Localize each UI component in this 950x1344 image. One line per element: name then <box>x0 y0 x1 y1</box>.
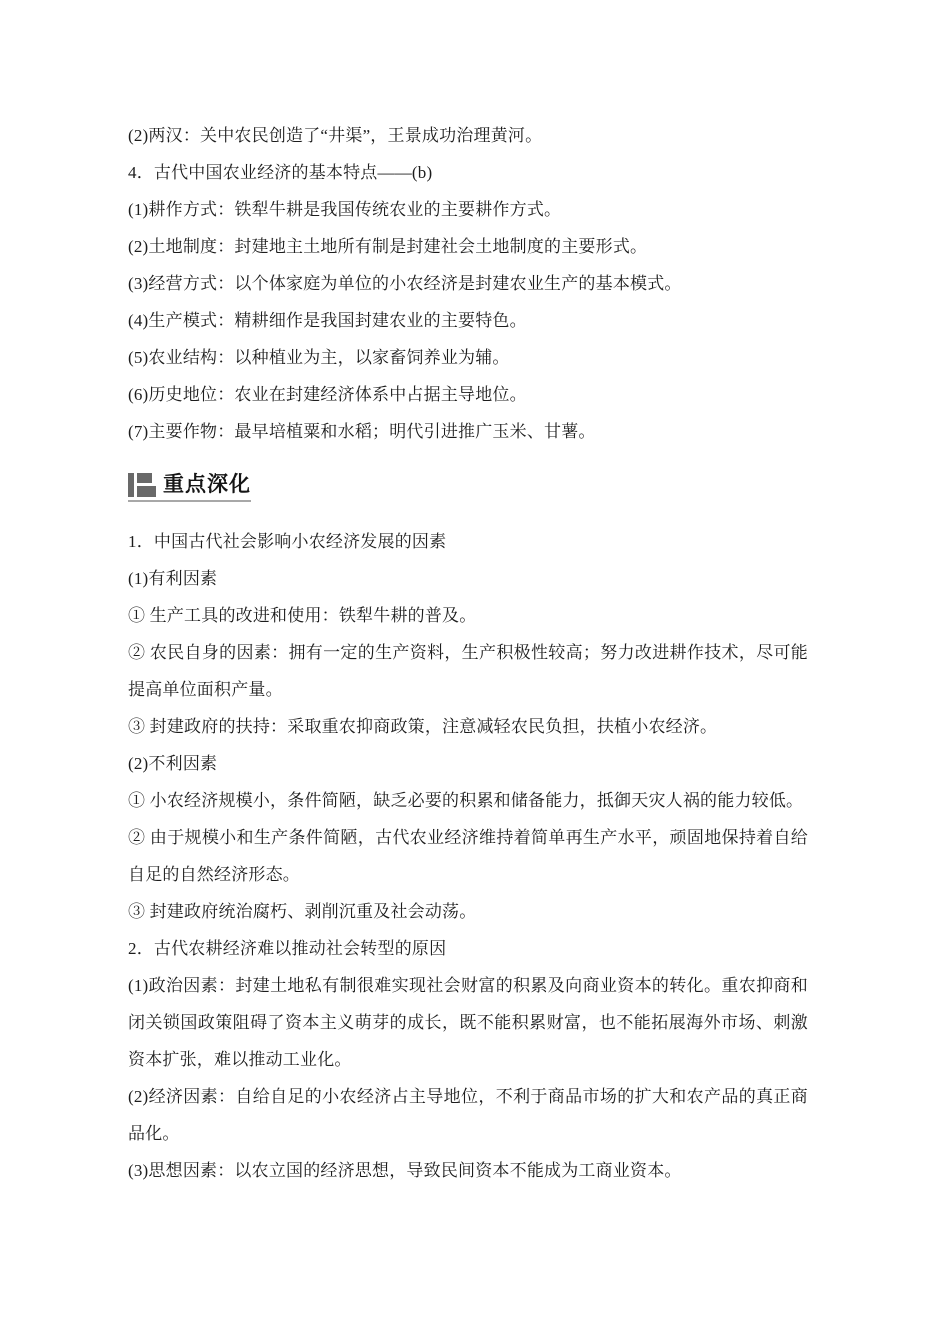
paragraph-line: (4)生产模式：精耕细作是我国封建农业的主要特色。 <box>128 311 527 330</box>
summary-section <box>128 117 808 450</box>
paragraph-line: (1)耕作方式：铁犁牛耕是我国传统农业的主要耕作方式。 <box>128 200 562 219</box>
section-marker-icon <box>128 473 156 497</box>
paragraph-line: ② 由于规模小和生产条件简陋，古代农业经济维持着简单再生产水平，顽固地保持着自给自足的自然经济形态。 <box>128 828 808 884</box>
icon-blocks <box>137 473 156 497</box>
section-header <box>128 473 251 502</box>
paragraph-line: ② 农民自身的因素：拥有一定的生产资料，生产积极性较高；努力改进耕作技术，尽可能提高单位面积产量。 <box>128 643 808 699</box>
paragraph-line: ③ 封建政府统治腐朽、剥削沉重及社会动荡。 <box>128 902 477 921</box>
paragraph-line: ① 生产工具的改进和使用：铁犁牛耕的普及。 <box>128 606 477 625</box>
section-header-row <box>128 473 808 502</box>
paragraph-line: (2)两汉：关中农民创造了“井渠”，王景成功治理黄河。 <box>128 126 543 145</box>
icon-block-bottom <box>137 486 156 497</box>
paragraph-line: (6)历史地位：农业在封建经济体系中占据主导地位。 <box>128 385 527 404</box>
paragraph-line: (1)政治因素：封建土地私有制很难实现社会财富的积累及向商业资本的转化。重农抑商和闭关锁国政策阻碍了资本主义萌芽的成长，既不能积累财富，也不能拓展海外市场、刺激资本扩张，难以推动工业化。 <box>128 976 808 1069</box>
paragraph-line: ③ 封建政府的扶持：采取重农抑商政策，注意减轻农民负担，扶植小农经济。 <box>128 717 718 736</box>
paragraph-line: (1)有利因素 <box>128 569 218 588</box>
deepening-section <box>128 523 808 1189</box>
paragraph-line: (2)不利因素 <box>128 754 218 773</box>
paragraph-line: (7)主要作物：最早培植粟和水稻；明代引进推广玉米、甘薯。 <box>128 422 596 441</box>
paragraph-line: (3)思想因素：以农立国的经济思想，导致民间资本不能成为工商业资本。 <box>128 1161 682 1180</box>
paragraph-line: 1．中国古代社会影响小农经济发展的因素 <box>128 532 447 551</box>
paragraph-line: (5)农业结构：以种植业为主，以家畜饲养业为辅。 <box>128 348 510 367</box>
paragraph-line: (2)经济因素：自给自足的小农经济占主导地位，不利于商品市场的扩大和农产品的真正商品化。 <box>128 1087 808 1143</box>
icon-bar <box>128 473 134 497</box>
paragraph-line: (2)土地制度：封建地主土地所有制是封建社会土地制度的主要形式。 <box>128 237 648 256</box>
section-title: 重点深化 <box>163 473 251 496</box>
paragraph-line: ① 小农经济规模小，条件简陋，缺乏必要的积累和储备能力，抵御天灾人祸的能力较低。 <box>128 791 804 810</box>
paragraph-line: 2．古代农耕经济难以推动社会转型的原因 <box>128 939 447 958</box>
paragraph-line: (3)经营方式：以个体家庭为单位的小农经济是封建农业生产的基本模式。 <box>128 274 682 293</box>
icon-block-top <box>137 473 152 483</box>
paragraph-line: 4．古代中国农业经济的基本特点——(b) <box>128 163 433 182</box>
